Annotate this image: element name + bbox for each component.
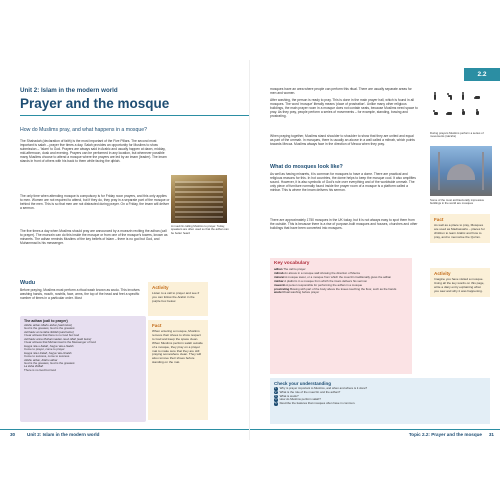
- title-divider: [20, 115, 250, 116]
- vocab-term: wudu: [274, 290, 282, 295]
- prayer-figure: [460, 108, 466, 116]
- vocab-term: prostrating: [274, 286, 290, 291]
- vocab-definition: A mosque tower, or a mosque from which the muezzin traditionally gives the adhan: [285, 274, 392, 279]
- minaret-shape: [482, 152, 484, 190]
- key-vocabulary-box: [270, 258, 412, 374]
- check-question: Describe the features that mosques often have in common.: [279, 401, 356, 406]
- adhan-line: Ashhadu an la ilaha illAllah [said twice]: [24, 329, 74, 334]
- number-badge: 4: [275, 398, 277, 402]
- vocab-definition: A person responsible for performing the adhan in a mosque: [286, 282, 363, 287]
- adhan-box: [20, 316, 146, 422]
- prayer-figure: [432, 108, 438, 116]
- wudu-heading: Wudu: [20, 280, 36, 286]
- footer-divider: [250, 429, 500, 430]
- activity-box: [430, 268, 490, 297]
- activity-heading: Activity: [434, 271, 451, 276]
- prayer-figure: [460, 92, 466, 100]
- prayer-figure: [474, 108, 480, 116]
- body-paragraph: As well as having minarets, it is common for mosques to have a dome. There are practical and religious reasons for this. In hot countries, the dome helps to keep the mosque cool. It also amplifies sound. However, it is also symbolic of God's rule over everything and of the worldwide ummah. The only piece of furniture normally found inside the prayer room of a mosque is a platform called a minbar. This is where the imam delivers his sermon.: [270, 172, 416, 193]
- vocab-term: mihrab: [274, 270, 284, 275]
- prayer-figure: [432, 92, 438, 100]
- photo-caption: A muezzin calling Muslims to prayer. Today, speakers are often used so that the adhan can be better heard: [171, 224, 229, 235]
- prayer-figure: [474, 92, 480, 100]
- activity-text: Imagine you have visited a mosque. Using all the key words on this page, write a diary entry explaining what you saw and why it was happening.: [434, 277, 485, 293]
- vocab-definition: Bowing with part of the body above the knees touching the floor, such as the hands: [290, 286, 397, 291]
- fact-box: [148, 320, 208, 420]
- adhan-line: Hayya 'ala-l-Falah, hayya 'ala-l-Falah: [24, 350, 72, 355]
- unit-label: Unit 2: Islam in the modern world: [20, 87, 118, 94]
- activity-heading: Activity: [152, 285, 169, 290]
- prayer-caption: During prayers Muslims perform a series of movements (rak'ahs): [430, 131, 484, 139]
- vocab-term: minbar: [274, 278, 284, 283]
- intro-question: How do Muslims pray, and what happens in a mosque?: [20, 127, 148, 133]
- prayer-positions-illustration: [430, 90, 488, 130]
- prayer-figure: [446, 92, 452, 100]
- page-title: Prayer and the mosque: [20, 96, 170, 111]
- check-question: What is wudu?: [279, 393, 299, 398]
- fact-text: When entering a mosque, Muslims remove their shoes to show respect to God and keep the space clean. When Muslims perform salah outside of a mosque, they pray on a prayer mat to make sure that they are still praying somewhere clean. They will also remove their shoes before standing on the mat.: [152, 329, 203, 365]
- footer-topic-text: Topic 2.2: Prayer and the mosque: [408, 432, 482, 437]
- number-badge: 5: [275, 402, 277, 406]
- fact-heading: Fact: [152, 323, 162, 328]
- vocab-definition: A platform in a mosque from which the imam delivers his sermon: [284, 278, 368, 283]
- footer-unit-text: Unit 2: Islam in the modern world: [27, 432, 100, 437]
- fact-heading: Fact: [434, 217, 444, 222]
- vocab-term: adhan: [274, 267, 283, 271]
- check-question: How do Muslims perform salah?: [279, 397, 321, 402]
- footer: [0, 429, 250, 439]
- adhan-line: There is no God but God: [24, 367, 56, 372]
- photo-caption: Some of the most architecturally impressive buildings in the world are mosques: [430, 198, 485, 206]
- fact-text: As well as a place to pray, Mosques are used as Madrassahs – places for children to learn Arabic and how to pray, and to memorise the Qur'an.: [434, 223, 485, 239]
- body-paragraph: The Shahadah (declaration of faith) is the most important of the Five Pillars. The second most important is salah – prayer five times a day. Salah provides an opportunity for Muslims to show submission – 'Islam' to God. Prayers are always said in Arabic and usually happen at dawn, midday, mid-afternoon, dusk and evening. Prayers can be performed in any location, but whenever possible many Muslims choose to attend a mosque where the prayers are led by an imam (leader). The imam stands in front of others with his back to them while facing the qiblah.: [20, 139, 167, 164]
- body-paragraph: mosques have an area where people can perform this ritual. There are usually separate areas for men and women.: [270, 87, 412, 96]
- adhan-line: I bear witness that Muhammad is the Messenger of God: [24, 340, 96, 345]
- adhan-line: I bear witness that there is no God but God: [24, 333, 80, 338]
- body-paragraph: When praying together, Muslims stand shoulder to shoulder to show that they are united and equal as part of the ummah. In mosques, there is usually an alcove in a wall called a mihrab, which points towards Mecca. Muslims always face in the direction of Mecca when they pray.: [270, 134, 415, 147]
- vocab-heading: Key vocabulary: [274, 261, 310, 266]
- adhan-line: Allahu akbar Allahu akbar [said twice]: [24, 323, 72, 327]
- adhan-box-title: The adhan (call to prayer): [24, 319, 68, 323]
- section-subheading: What do mosques look like?: [270, 164, 343, 170]
- body-paragraph: There are approximately 1750 mosques in the UK today, but it is not always easy to spot them from the outside. This is because there is a rise of purpose-built mosques and houses, churches and other buildings that have been converted into mosques.: [270, 218, 418, 231]
- adhan-line: God is the greatest, God is the greatest: [24, 360, 75, 365]
- activity-box: [148, 282, 208, 316]
- prayer-figure: [446, 108, 452, 116]
- blue-mosque-photo: [430, 146, 492, 196]
- adhan-line: Ashhadu anna Muhammadan rasul Allah [said twice]: [24, 336, 92, 341]
- topic-badge: 2.2: [464, 68, 500, 81]
- body-paragraph: After washing, the person is ready to pray. This is done in the main prayer hall, which is found in all mosques. The word 'mosque' literally means 'place of prostration'. Unlike many other religious buildings, the main prayer room in a mosque does not contain seats, because Muslims need space to pray. As they pray, people perform a series of movements – for example, standing, bowing and prostrating.: [270, 98, 418, 119]
- vocab-definition: An alcove in a mosque wall showing the direction of Mecca: [284, 270, 360, 275]
- page-number: 30: [10, 432, 16, 437]
- fact-box: [430, 214, 490, 243]
- vocab-item: [274, 291, 408, 295]
- check-heading: Check your understanding: [274, 381, 332, 386]
- page-number: 31: [488, 432, 494, 437]
- body-paragraph: The only time when attending mosque is compulsory is for Friday noon prayers, and this only applies to men. Women are not required to attend, but if they do, they pray in a separate part of the mosque or behind the men. This is so that men are not distracted during prayer. On a Friday, the imam will deliver a sermon.: [20, 194, 170, 211]
- adhan-line: Allahu akbar, Allahu akbar: [24, 357, 58, 362]
- number-badge: 1: [275, 387, 277, 390]
- number-badge: 2: [275, 390, 277, 394]
- minaret-shape: [438, 152, 440, 190]
- body-paragraph: The five times a day when Muslims should pray are announced by a muezzin reciting the adhan (call to prayer). The muezzin can do this inside the mosque or from one of the mosque's towers, known as minarets. The adhan reminds Muslims of the key beliefs of Islam – there is no god but God, and Muhammad is his messenger.: [20, 229, 168, 246]
- wudu-paragraph: Before praying, Muslims must perform a ritual wash known as wudu. This involves washing hands, mouth, nostrils, face, arms, the top of the head and feet a specific number of times in a particular order. Most: [20, 288, 140, 301]
- check-question: What is the role of the muezzin and the adhan?: [279, 389, 341, 394]
- dome-shape: [447, 164, 475, 180]
- check-item: [274, 402, 486, 406]
- muezzin-photo: [171, 175, 227, 223]
- vocab-definition: The call to prayer: [283, 267, 306, 271]
- adhan-line: Come to prayer, come to prayer: [24, 347, 65, 352]
- adhan-line: Come to success, come to success: [24, 354, 70, 359]
- check-understanding-box: [270, 378, 490, 424]
- adhan-line: God is the greatest, God is the greatest: [24, 326, 75, 331]
- number-badge: 3: [275, 394, 277, 398]
- adhan-line: Hayya 'ala-s-Salah, hayya 'ala-s-Salah: [24, 343, 74, 348]
- vocab-definition: Ritual washing before prayer: [282, 290, 320, 295]
- vocab-term: minaret: [274, 274, 285, 279]
- right-page: [250, 0, 500, 500]
- check-question: Why is prayer important to Muslims, and when and where is it done?: [279, 386, 368, 390]
- activity-text: Listen to a call to prayer and see if you can follow the Arabic in the purple box below.: [152, 291, 200, 303]
- adhan-line: La ilaha illAllah: [24, 364, 44, 369]
- footer: [250, 429, 500, 439]
- vocab-term: muezzin: [274, 282, 286, 287]
- footer-divider: [0, 429, 250, 430]
